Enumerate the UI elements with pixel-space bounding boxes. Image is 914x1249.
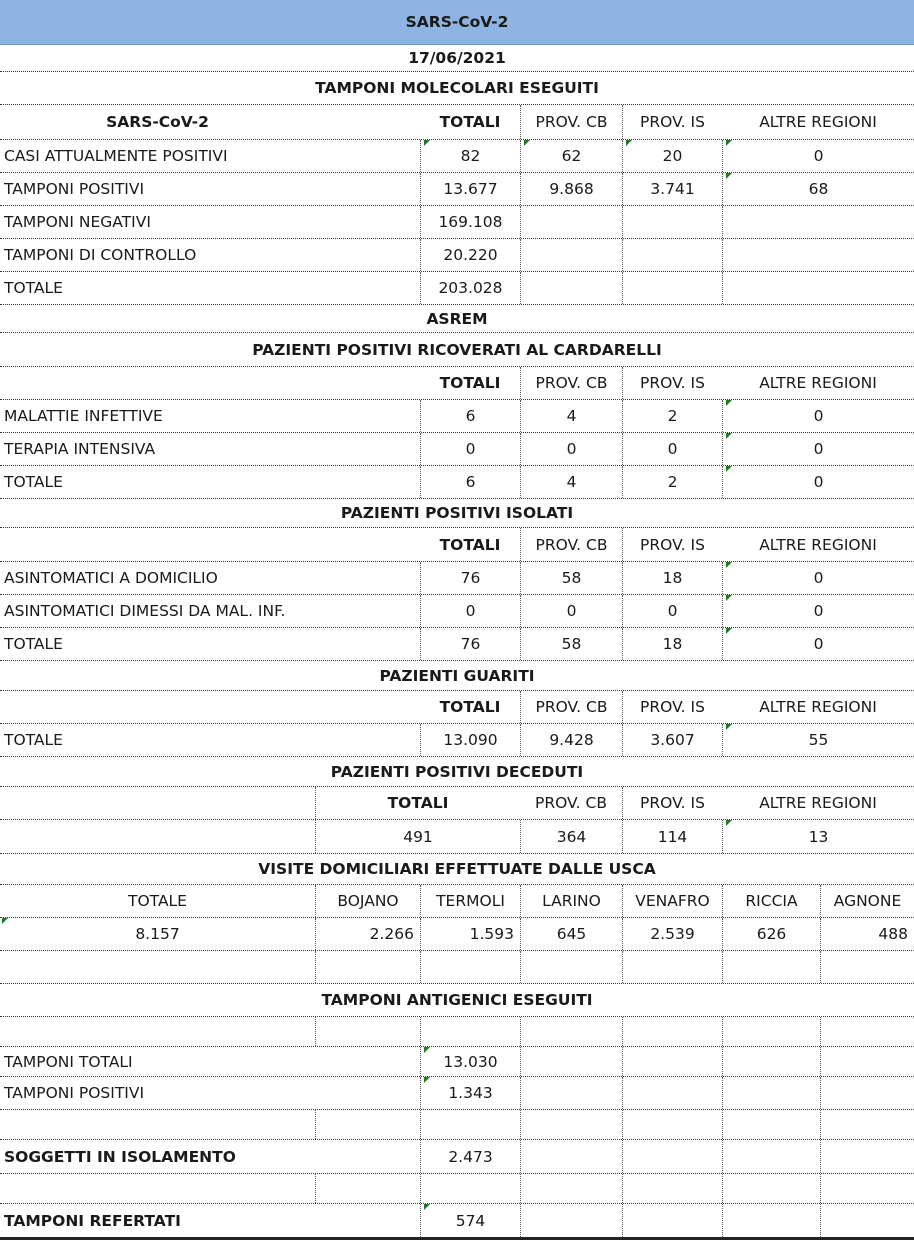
table-row [0, 400, 914, 433]
report-date: 17/06/2021 [408, 49, 506, 67]
table-row [0, 1204, 914, 1237]
cell-value: 169.108 [420, 206, 520, 238]
col-header: ALTRE REGIONI [759, 113, 877, 131]
note-marker-icon [726, 466, 732, 472]
table-row [0, 140, 914, 173]
col-header: RICCIA [722, 885, 820, 917]
note-marker-icon [424, 1204, 430, 1210]
col-header: PROV. CB [520, 528, 622, 561]
empty-cell [722, 272, 914, 304]
row-label: CASI ATTUALMENTE POSITIVI [4, 147, 228, 165]
cell-value: 1.593 [420, 918, 520, 950]
col-header: TOTALI [439, 113, 501, 131]
cell-value: 55 [722, 724, 914, 756]
cell-value: 488 [820, 918, 914, 950]
isolati-header-row [0, 528, 914, 562]
table-row [0, 466, 914, 499]
cell-value: 0 [622, 595, 722, 627]
row-label: SOGGETTI IN ISOLAMENTO [4, 1147, 236, 1166]
empty-cell [622, 1110, 722, 1139]
empty-cell [622, 1140, 722, 1173]
cell-value: 645 [520, 918, 622, 950]
col-header: ALTRE REGIONI [759, 535, 877, 554]
note-marker-icon [726, 400, 732, 406]
empty-cell [722, 1017, 820, 1046]
empty-cell [420, 951, 520, 983]
empty-cell [622, 1204, 722, 1237]
empty-cell [420, 1110, 520, 1139]
cell-value: 76 [420, 562, 520, 594]
cell-value: 76 [420, 628, 520, 660]
note-marker-icon [726, 173, 732, 179]
guariti-section-title [0, 661, 914, 691]
empty-cell [722, 1077, 820, 1109]
col-header: AGNONE [820, 885, 914, 917]
col-header: BOJANO [315, 885, 420, 917]
isolati-section-title [0, 499, 914, 528]
cell-value: 0 [722, 466, 914, 498]
empty-cell [520, 1174, 622, 1203]
empty-cell [520, 1110, 622, 1139]
table-row [0, 1077, 914, 1110]
empty-cell [722, 951, 820, 983]
cell-value: 2.473 [420, 1140, 520, 1173]
note-marker-icon [2, 918, 8, 924]
usca-section-title [0, 854, 914, 885]
empty-cell [820, 1140, 914, 1173]
table-row [0, 206, 914, 239]
cell-value: 0 [520, 595, 622, 627]
cell-value: 58 [520, 628, 622, 660]
table-row [0, 239, 914, 272]
table-row [0, 1140, 914, 1174]
col-header: PROV. CB [520, 691, 622, 723]
empty-cell [520, 951, 622, 983]
empty-cell [820, 951, 914, 983]
col-header: TOTALI [315, 787, 520, 819]
note-marker-icon [524, 140, 530, 146]
blank-row [0, 1017, 914, 1047]
row-label: TOTALE [4, 279, 63, 297]
empty-cell [315, 951, 420, 983]
section-title: TAMPONI ANTIGENICI ESEGUITI [321, 991, 593, 1009]
empty-cell [315, 1174, 420, 1203]
section-title: VISITE DOMICILIARI EFFETTUATE DALLE USCA [258, 860, 656, 878]
cell-value: 2 [622, 466, 722, 498]
col-header: LARINO [520, 885, 622, 917]
table-row [0, 628, 914, 661]
row-label: ASINTOMATICI DIMESSI DA MAL. INF. [4, 602, 286, 620]
deceduti-header-row [0, 787, 914, 820]
section-title: PAZIENTI POSITIVI ISOLATI [340, 504, 574, 522]
cell-value: 82 [420, 140, 520, 172]
note-marker-icon [626, 140, 632, 146]
asrem-label: ASREM [426, 309, 488, 328]
col-header: TERMOLI [420, 885, 520, 917]
table-row [0, 173, 914, 206]
cell-value: 0 [722, 433, 914, 465]
empty-cell [722, 1140, 820, 1173]
cell-value: 364 [520, 820, 622, 853]
section-title: TAMPONI MOLECOLARI ESEGUITI [315, 79, 599, 97]
col-header: VENAFRO [622, 885, 722, 917]
cell-value: 4 [520, 400, 622, 432]
molecular-section-title [0, 72, 914, 105]
molecular-header-row [0, 105, 914, 140]
col-header: PROV. IS [622, 367, 722, 399]
empty-cell [420, 1017, 520, 1046]
cell-value: 20 [622, 140, 722, 172]
cell-value: 491 [315, 820, 520, 853]
col-header: PROV. IS [622, 787, 722, 819]
col-header: ALTRE REGIONI [759, 794, 877, 812]
usca-header-row [0, 885, 914, 918]
empty-cell [820, 1077, 914, 1109]
row-label: TAMPONI POSITIVI [4, 1084, 145, 1102]
col-header: TOTALE [128, 892, 187, 910]
cell-value: 0 [722, 140, 914, 172]
empty-cell [820, 1047, 914, 1076]
row-label: TOTALE [4, 635, 63, 653]
col-header: ALTRE REGIONI [759, 374, 877, 392]
cell-value: 6 [420, 400, 520, 432]
note-marker-icon [726, 562, 732, 568]
table-row [0, 1047, 914, 1077]
antigenici-section-title [0, 984, 914, 1017]
row-label: TAMPONI NEGATIVI [4, 213, 151, 231]
blank-row [0, 1174, 914, 1204]
col-header: TOTALI [439, 535, 501, 554]
empty-cell [622, 206, 722, 238]
row-label: TOTALE [4, 731, 63, 749]
cell-value: 2.266 [315, 918, 420, 950]
empty-cell [722, 1204, 820, 1237]
col-header: PROV. IS [622, 528, 722, 561]
row-label: ASINTOMATICI A DOMICILIO [4, 569, 218, 587]
table-row [0, 562, 914, 595]
empty-cell [820, 1110, 914, 1139]
cell-value: 3.741 [622, 173, 722, 205]
empty-cell [722, 206, 914, 238]
cell-value: 114 [622, 820, 722, 853]
cell-value: 0 [420, 433, 520, 465]
cell-value: 203.028 [420, 272, 520, 304]
empty-cell [520, 1047, 622, 1076]
col-header: SARS-CoV-2 [106, 113, 209, 131]
empty-cell [622, 272, 722, 304]
sheet-title: SARS-CoV-2 [405, 13, 509, 31]
table-row [0, 918, 914, 951]
note-marker-icon [424, 1077, 430, 1083]
cell-value: 9.868 [520, 173, 622, 205]
empty-cell [622, 951, 722, 983]
section-title: PAZIENTI POSITIVI RICOVERATI AL CARDARELLI [252, 340, 662, 359]
cell-value: 68 [722, 173, 914, 205]
guariti-header-row [0, 691, 914, 724]
cell-value: 13 [722, 820, 914, 853]
cell-value: 574 [420, 1204, 520, 1237]
row-label: TAMPONI TOTALI [4, 1052, 133, 1071]
empty-cell [520, 239, 622, 271]
empty-cell [520, 272, 622, 304]
empty-cell [420, 1174, 520, 1203]
cell-value: 8.157 [135, 925, 180, 943]
note-marker-icon [726, 724, 732, 730]
title-bar [0, 0, 914, 45]
table-row [0, 595, 914, 628]
section-title: PAZIENTI GUARITI [379, 666, 535, 685]
empty-cell [315, 1110, 420, 1139]
asrem-row [0, 305, 914, 333]
cell-value: 58 [520, 562, 622, 594]
note-marker-icon [726, 140, 732, 146]
cell-value: 1.343 [420, 1077, 520, 1109]
col-header: PROV. CB [535, 794, 607, 812]
cell-value: 13.677 [420, 173, 520, 205]
empty-cell [622, 1047, 722, 1076]
note-marker-icon [726, 820, 732, 826]
note-marker-icon [726, 595, 732, 601]
note-marker-icon [424, 140, 430, 146]
col-header: PROV. IS [622, 105, 722, 139]
col-header: ALTRE REGIONI [759, 698, 877, 716]
note-marker-icon [726, 433, 732, 439]
row-label: TOTALE [4, 473, 63, 491]
col-header: TOTALI [439, 374, 501, 392]
cell-value: 0 [420, 595, 520, 627]
empty-cell [520, 1077, 622, 1109]
row-label: TAMPONI DI CONTROLLO [4, 246, 197, 264]
empty-cell [722, 1174, 820, 1203]
empty-cell [622, 1017, 722, 1046]
col-header: TOTALI [439, 698, 501, 716]
blank-row [0, 951, 914, 984]
row-label: MALATTIE INFETTIVE [4, 407, 163, 425]
empty-cell [820, 1017, 914, 1046]
cell-value: 9.428 [520, 724, 622, 756]
table-bottom-border [0, 1237, 914, 1240]
cell-value: 2 [622, 400, 722, 432]
note-marker-icon [424, 1047, 430, 1053]
col-header: PROV. CB [520, 105, 622, 139]
empty-cell [622, 1174, 722, 1203]
cell-value: 20.220 [420, 239, 520, 271]
table-row [0, 272, 914, 305]
cell-value: 626 [722, 918, 820, 950]
empty-cell [722, 1047, 820, 1076]
empty-cell [722, 239, 914, 271]
empty-cell [622, 1077, 722, 1109]
empty-cell [520, 1017, 622, 1046]
empty-cell [820, 1204, 914, 1237]
col-header: PROV. CB [520, 367, 622, 399]
empty-cell [520, 206, 622, 238]
table-row [0, 433, 914, 466]
cardarelli-section-title [0, 333, 914, 367]
cell-value: 13.030 [420, 1047, 520, 1076]
deceduti-section-title [0, 757, 914, 787]
table-row [0, 820, 914, 854]
row-label: TERAPIA INTENSIVA [4, 440, 156, 458]
cell-value: 62 [520, 140, 622, 172]
cell-value: 18 [622, 562, 722, 594]
cell-value: 0 [520, 433, 622, 465]
empty-cell [622, 239, 722, 271]
row-label: TAMPONI POSITIVI [4, 180, 145, 198]
cell-value: 0 [622, 433, 722, 465]
note-marker-icon [726, 628, 732, 634]
date-row [0, 45, 914, 72]
cell-value: 0 [722, 628, 914, 660]
table-row [0, 724, 914, 757]
cell-value: 18 [622, 628, 722, 660]
cardarelli-header-row [0, 367, 914, 400]
blank-row [0, 1110, 914, 1140]
row-label: TAMPONI REFERTATI [4, 1211, 181, 1230]
empty-cell [820, 1174, 914, 1203]
cell-value: 0 [722, 400, 914, 432]
empty-cell [520, 1140, 622, 1173]
cell-value: 2.539 [622, 918, 722, 950]
cell-value: 6 [420, 466, 520, 498]
cell-value: 0 [722, 595, 914, 627]
empty-cell [722, 1110, 820, 1139]
cell-value: 3.607 [622, 724, 722, 756]
cell-value: 4 [520, 466, 622, 498]
section-title: PAZIENTI POSITIVI DECEDUTI [330, 762, 584, 781]
empty-cell [520, 1204, 622, 1237]
cell-value: 13.090 [420, 724, 520, 756]
col-header: PROV. IS [622, 691, 722, 723]
empty-cell [315, 1017, 420, 1046]
cell-value: 0 [722, 562, 914, 594]
